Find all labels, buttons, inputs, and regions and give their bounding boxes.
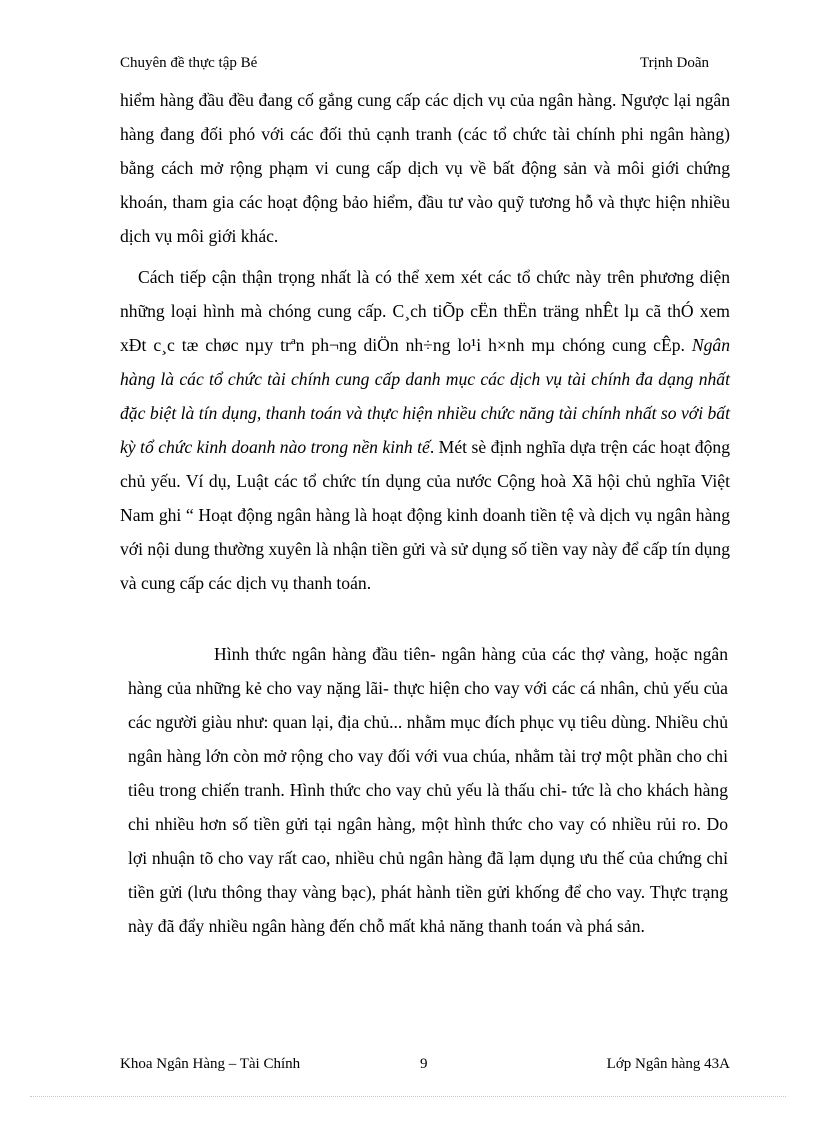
paragraph-2-start: Cách tiếp cận thận trọng nhất là có thể xem xét các tổ chức này trên phương diện những loại hình mà chóng cung cấp. C¸ch tiÕp cËn thËn träng nhÊt lµ cã thÓ xem xÐt c¸c tæ chøc nµy trªn ph¬ng diÖn nh÷ng lo¹i h×nh mµ chóng cung cÊp. bbox=[120, 267, 730, 355]
paragraph-3 bbox=[128, 637, 728, 943]
header-left: Chuyên đề thực tập Bé bbox=[120, 55, 258, 71]
paragraph-2-text bbox=[120, 260, 730, 600]
header-right: Trịnh Doãn bbox=[640, 55, 710, 71]
paragraph-3-text: Hình thức ngân hàng đầu tiên- ngân hàng của các thợ vàng, hoặc ngân hàng của những kẻ cho vay nặng lãi- thực hiện cho vay với các cá nhân, chủ yếu của các người giàu như: quan lại, địa chủ... nhằm mục đích phục vụ tiêu dùng. Nhiều chủ ngân hàng lớn còn mở rộng cho vay đối với vua chúa, nhằm tài trợ một phần cho chi tiêu trong chiến tranh. Hình thức cho vay chủ yếu là thấu chi- tức là cho khách hàng chi nhiều hơn số tiền gửi tại ngân hàng, một hình thức cho vay có nhiều rủi ro. Do lợi nhuận tõ cho vay rất cao, nhiều chủ ngân hàng đã lạm dụng ưu thế của chứng chỉ tiền gửi (lưu thông thay vàng bạc), phát hành tiền gửi khống để cho vay. Thực trạng này đã đẩy nhiều ngân hàng đến chỗ mất khả năng thanh toán và phá sản. bbox=[128, 644, 728, 936]
paragraph-2-end: . Mét sè định nghĩa dựa trện các hoạt động chủ yếu. Ví dụ, Luật các tổ chức tín dụng của nước Cộng hoà Xã hội chủ nghĩa Việt Nam ghi “ Hoạt động ngân hàng là hoạt động kinh doanh tiền tệ và dịch vụ ngân hàng với nội dung thường xuyên là nhận tiền gửi và sử dụng số tiền vay này để cấp tín dụng và cung cấp các dịch vụ thanh toán. bbox=[120, 437, 730, 593]
footer-left: Khoa Ngân Hàng – Tài Chính bbox=[120, 1056, 301, 1072]
page-number: 9 bbox=[420, 1056, 428, 1072]
paragraph-1-text: hiểm hàng đầu đều đang cố gắng cung cấp các dịch vụ của ngân hàng. Ngược lại ngân hàng đang đối phó với các đối thủ cạnh tranh (các tổ chức tài chính phi ngân hàng) bằng cách mở rộng phạm vi cung cấp dịch vụ về bất động sản và môi giới chứng khoán, tham gia các hoạt động bảo hiểm, đầu tư vào quỹ tương hỗ và thực hiện nhiều dịch vụ môi giới khác. bbox=[120, 90, 730, 246]
footer-right: Lớp Ngân hàng 43A bbox=[606, 1056, 730, 1072]
paragraph-1 bbox=[120, 83, 730, 253]
paragraph-2 bbox=[120, 260, 730, 600]
page-bottom-divider bbox=[30, 1096, 786, 1097]
paragraph-2-italic-definition: Ngân hàng là các tổ chức tài chính cung cấp danh mục các dịch vụ tài chính đa dạng nhất đặc biệt là tín dụng, thanh toán và thực hiện nhiều chức năng tài chính nhất so với bất kỳ tổ chức kinh doanh nào trong nền kinh tế bbox=[120, 335, 730, 457]
